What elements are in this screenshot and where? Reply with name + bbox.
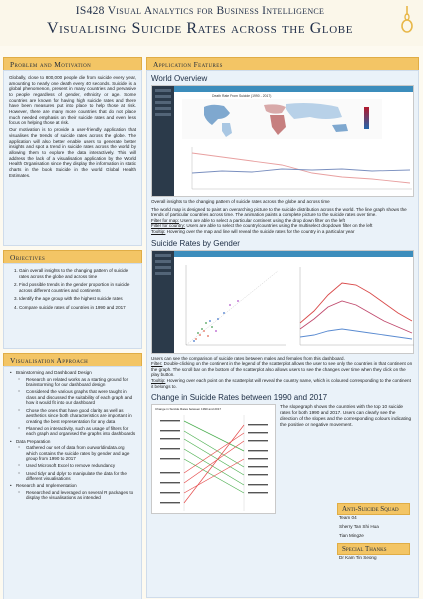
objectives-heading: Objectives [3, 250, 142, 265]
objectives-panel [3, 263, 142, 349]
dashboard-sidebar [152, 86, 174, 196]
slopegraph-title: Change in Suicide Rates between 1990 and 2017 [155, 407, 222, 412]
suicide-trend-line-chart [182, 143, 418, 195]
approach-item: ○ Considered the various graphs that were taught in class and discussed the suitability of each graph and how it would fit into our dashboard [8, 389, 137, 406]
motivation-panel [3, 70, 142, 246]
approach-item: ○ Gathered our set of data from ourworldindata.org which contains the suicide rates by gender and age group from 1990 to 2017 [8, 445, 137, 462]
approach-item: ○ Planned on interactivity, such as usage of filters for each graph and organised the graphs into dashboards [8, 426, 137, 437]
gender-screenshot [151, 250, 414, 354]
objective-item: 4. Compare suicide rates of countries in 1990 and 2017 [19, 305, 136, 311]
gender-filter: Filter: Double-clicking on the continent in the legend of the scatterplot allows the user to see only the countries in that continent on the graph. The scroll bar on the bottom of the scatterplot also allows users to see the changes over time when they click on the play button. [151, 361, 413, 378]
world-overview-screenshot [151, 85, 414, 197]
poster-header [0, 0, 423, 46]
approach-group-label: • Brainstorming and Dashboard Design [8, 370, 137, 376]
credits [337, 503, 417, 564]
objective-item: 2. Find possible trends in the gender proportion in suicide across different countries and continents [19, 282, 136, 293]
squad-heading: Anti-Suicide Squad [337, 503, 410, 515]
dashboard-topbar [174, 251, 413, 257]
motivation-paragraph: Globally, close to 800,000 people die from suicide every year, amounting to nearly one death every 40 seconds. Suicide is a global phenomenon, present in many countries and pervasive to people regardless of gender, ethnicity or age. Some countries are known for having high suicide rates and there have been measures put into place to help those at risk. However, there are many more countries that do not place much needed emphasis on their suicide rates and even less focus on helping those at risk. [9, 75, 136, 126]
change-side [280, 404, 414, 514]
approach-heading: Visualisation Approach [3, 353, 142, 368]
squad-member: Sherry Tan Shi Hua [339, 524, 379, 529]
approach-item: ○ Used Microsoft Excel to remove redundancy [8, 463, 137, 469]
approach-item: ○ Chose the ones that have good clarity as well as aesthetics since both characteristics are important in creating the best representation for any data [8, 408, 137, 425]
world-filter: Filter for country: Users are able to select the country/countries using the multiselect dropdown filter on the left [151, 223, 373, 229]
approach-item: ○ Research on related works as a starting ground for brainstorming for our dashboard design [8, 377, 137, 388]
gender-title: Suicide Rates by Gender [151, 238, 240, 248]
gender-age-line-chart [294, 263, 418, 351]
change-description: The slopegraph shows the countries with the top 10 suicide rates for both 1990 and 2017. Users can clearly see the direction of the slopes and the corresponding colours indicating the positive or negative movement. [280, 404, 412, 427]
world-tooltip: Tooltip: Hovering over the map and line will reveal the suicide rates for the country in a particular year [151, 228, 355, 234]
objective-item: 1. Gain overall insights to the changing pattern of suicide rates across the globe and across time [19, 268, 136, 279]
application-heading: Application Features [146, 57, 419, 72]
world-filter: Filter for map: Users are able to select a particular continent using the drop down filter on the left [151, 217, 345, 223]
squad-member: Team 04 [339, 515, 357, 520]
thanks-member: Dr Kam Tin Seong [339, 555, 377, 560]
poster-title: Visualising Suicide Rates across the Globe [46, 20, 354, 37]
dashboard-sidebar [152, 251, 174, 353]
approach-item: ○ Used tidyr and dplyr to manipulate the data for the different visualisations [8, 471, 137, 482]
world-overview-title: World Overview [151, 74, 208, 83]
squad-member: Tian Mingze [339, 533, 364, 538]
world-description: The world map is designed to paint an overarching picture to the suicide distribution across the world. The line graph shows the trends of particular countries across time. The animation paints a complete picture to the suicide rates over time. [151, 206, 407, 218]
approach-group-label: • Research and Implementation [8, 483, 137, 489]
objective-item: 3. Identify the age group with the highest suicide rates [19, 296, 136, 302]
slopegraph-screenshot [151, 404, 276, 514]
approach-item: ○ Researched and leveraged on several R packages to display the visualisations as intended [8, 490, 137, 501]
approach-panel [3, 366, 142, 599]
thanks-heading: Special Thanks [337, 543, 410, 555]
dashboard-topbar [174, 86, 413, 92]
change-row [151, 404, 414, 514]
change-title: Change in Suicide Rates between 1990 and 2017 [151, 393, 328, 403]
gender-caption: Users can see the comparison of suicide rates between males and females from this dashboard. [151, 355, 345, 361]
course-title: IS428 Visual Analytics for Business Intelligence [75, 5, 325, 17]
world-map-title: Death Rate From Suicide (1990 - 2017) [212, 94, 272, 98]
noose-icon [397, 6, 417, 34]
world-map [182, 99, 382, 139]
gender-scatterplot [178, 261, 290, 351]
slopegraph [154, 413, 274, 513]
gender-tooltip: Tooltip: Hovering over each point on the scatterplot will reveal the country name, which is coloured corresponding to the continent it belongs to. [151, 377, 411, 389]
world-caption: Overall insights to the changing pattern of suicide rates across the globe and across time [151, 199, 330, 204]
approach-group-label: • Data Preparation [8, 439, 137, 445]
motivation-paragraph: Our motivation is to provide a user-friendly application that visualises the trends of suicide rates across the globe. The application will also better enable users to generate better insights and spot a trend in suicide rates across the world by allowing them to explore the data interactively. This will address the lack of a visualisation application by the World Health Organisation since they display the information in static charts in the book Suicide in the world Global Health Estimates. [9, 127, 136, 178]
motivation-heading: Problem and Motivation [3, 57, 142, 72]
